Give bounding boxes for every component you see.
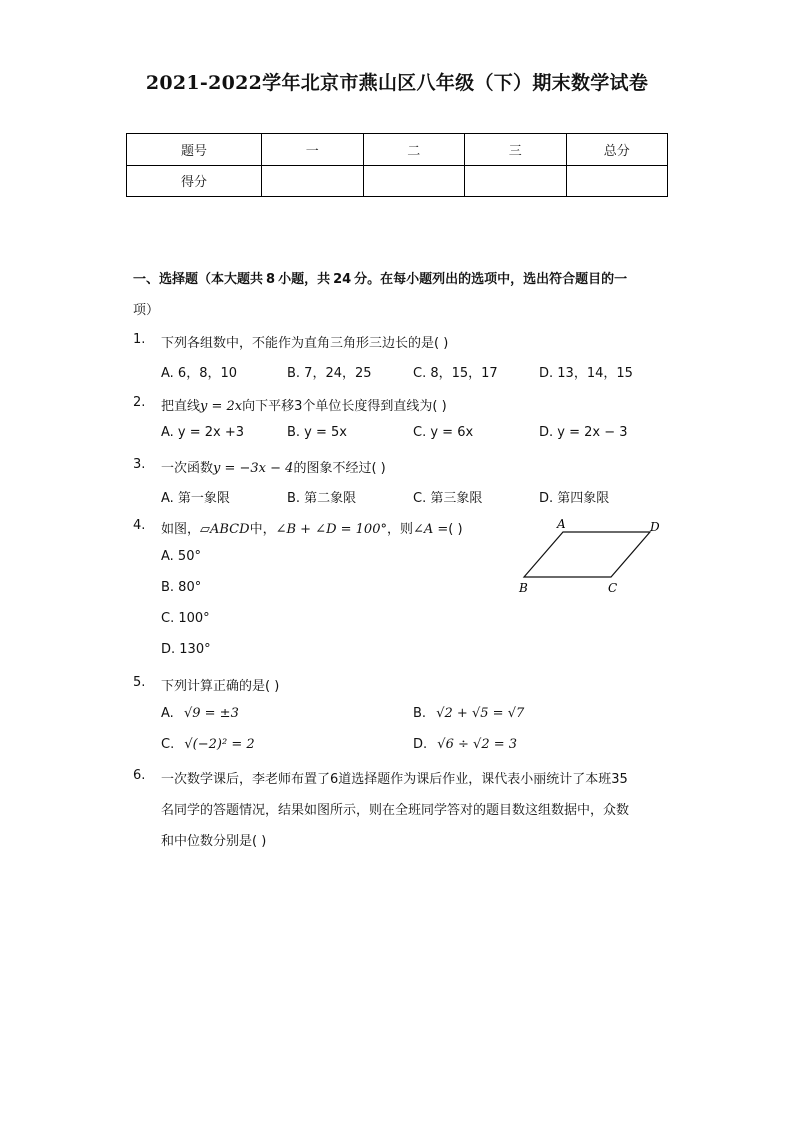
option-a[interactable] (161, 706, 239, 721)
section-heading (133, 268, 627, 287)
stem-text: 中， (249, 522, 276, 537)
radicand: 5 (480, 706, 489, 721)
radicand: 2 (444, 706, 453, 721)
option-prefix: D. (413, 737, 428, 752)
option-b[interactable]: B. 80° (161, 580, 202, 595)
stem-text: ( ) (448, 522, 463, 537)
table-cell: 题号 (127, 134, 262, 166)
radicand: 7 (516, 706, 525, 721)
score-input-cell[interactable] (262, 165, 364, 197)
question-stem-line: 和中位数分别是( ) (161, 834, 267, 849)
question-number: 4. (133, 518, 146, 533)
option-b[interactable]: B. 7，24，25 (287, 366, 372, 381)
math-op: ÷ (458, 737, 469, 752)
score-input-cell[interactable] (465, 165, 567, 197)
option-prefix: B. (413, 706, 427, 721)
option-c[interactable]: C. 100° (161, 611, 210, 626)
stem-text: 如图，▱ (161, 522, 210, 537)
math-rest: = 3 (493, 737, 518, 752)
question-stem (161, 457, 386, 476)
option-a[interactable]: A. y = 2x +3 (161, 425, 245, 440)
option-math: √2 + √5 = √7 (436, 706, 525, 721)
table-cell: 总分 (566, 134, 668, 166)
question-stem-line: 名同学的答题情况，结果如图所示，则在全班同学答对的题目数这组数据中，众数 (161, 803, 630, 818)
option-d[interactable]: D. 第四象限 (539, 491, 610, 506)
table-cell: 一 (262, 134, 364, 166)
score-table-header-row (127, 134, 668, 166)
math-op: + (456, 706, 468, 721)
option-b[interactable]: B. y = 5x (287, 425, 347, 440)
section-points: 24 (333, 272, 352, 287)
question-number: 1. (133, 332, 146, 347)
option-c[interactable]: C. 8，15，17 (413, 366, 498, 381)
section-count: 8 (266, 272, 276, 287)
stem-text: 的图象不经过( ) (293, 461, 386, 476)
question-number: 6. (133, 768, 146, 783)
option-b[interactable]: B. 第二象限 (287, 491, 357, 506)
stem-text: 把直线 (161, 399, 201, 414)
question-stem-line: 一次数学课后，李老师布置了6道选择题作为课后作业，课代表小丽统计了本班35 (161, 772, 628, 787)
option-d[interactable]: D. 130° (161, 642, 211, 657)
option-math: √6 ÷ √2 = 3 (437, 737, 518, 752)
parallelogram-shape (524, 532, 650, 577)
option-b[interactable] (413, 706, 524, 721)
radicand: 6 (445, 737, 454, 752)
section-prefix: 一、选择题（本大题共 (133, 272, 264, 287)
section-mid2: 分。在每小题列出的选项中，选出符合题目的一 (354, 272, 628, 287)
option-d[interactable]: D. 13，14，15 (539, 366, 633, 381)
question-stem: 下列各组数中，不能作为直角三角形三边长的是( ) (161, 336, 449, 351)
option-d[interactable] (413, 737, 517, 752)
vertex-label-d: D (650, 520, 660, 534)
question-number: 3. (133, 457, 146, 472)
table-cell: 三 (465, 134, 567, 166)
option-math: √9 = ±3 (183, 706, 239, 721)
question-number: 5. (133, 675, 146, 690)
stem-math: ∠A = (412, 522, 449, 537)
score-input-cell[interactable] (363, 165, 465, 197)
vertex-label-a: A (557, 517, 566, 531)
radicand: 2 (481, 737, 490, 752)
math-rest: = 2 (231, 737, 255, 752)
radicand: (−2)² (192, 737, 228, 752)
page-title: 2021-2022学年北京市燕山区八年级（下）期末数学试卷 (145, 72, 649, 94)
score-table-score-row (127, 165, 668, 197)
score-input-cell[interactable] (566, 165, 668, 197)
stem-math: y = −3x − 4 (213, 461, 294, 476)
parallelogram-figure (515, 515, 665, 597)
table-cell: 得分 (127, 165, 262, 197)
stem-math: ABCD (210, 522, 250, 537)
math-op: = (492, 706, 504, 721)
stem-math: ∠B + ∠D = 100° (275, 522, 387, 537)
question-number: 2. (133, 395, 146, 410)
math-rest: = ±3 (204, 706, 239, 721)
option-math: √(−2)² = 2 (184, 737, 255, 752)
option-prefix: A. (161, 706, 174, 721)
option-c[interactable] (161, 737, 255, 752)
option-prefix: C. (161, 737, 175, 752)
vertex-label-c: C (608, 581, 618, 595)
vertex-label-b: B (519, 581, 528, 595)
table-cell: 二 (363, 134, 465, 166)
option-a[interactable]: A. 50° (161, 549, 201, 564)
option-a[interactable]: A. 第一象限 (161, 491, 230, 506)
radicand: 9 (192, 706, 201, 721)
option-a[interactable]: A. 6，8，10 (161, 366, 238, 381)
stem-math: y = 2x (200, 399, 243, 414)
question-stem: 下列计算正确的是( ) (161, 679, 280, 694)
stem-text: ，则 (386, 522, 413, 537)
option-c[interactable]: C. y = 6x (413, 425, 474, 440)
section-mid1: 小题，共 (278, 272, 331, 287)
option-c[interactable]: C. 第三象限 (413, 491, 483, 506)
stem-text: 向下平移3个单位长度得到直线为( ) (242, 399, 447, 414)
option-d[interactable]: D. y = 2x − 3 (539, 425, 628, 440)
section-heading-tail: 项） (133, 303, 160, 318)
question-stem (161, 395, 447, 414)
score-table (126, 133, 668, 197)
stem-text: 一次函数 (161, 461, 214, 476)
question-stem (161, 518, 463, 537)
